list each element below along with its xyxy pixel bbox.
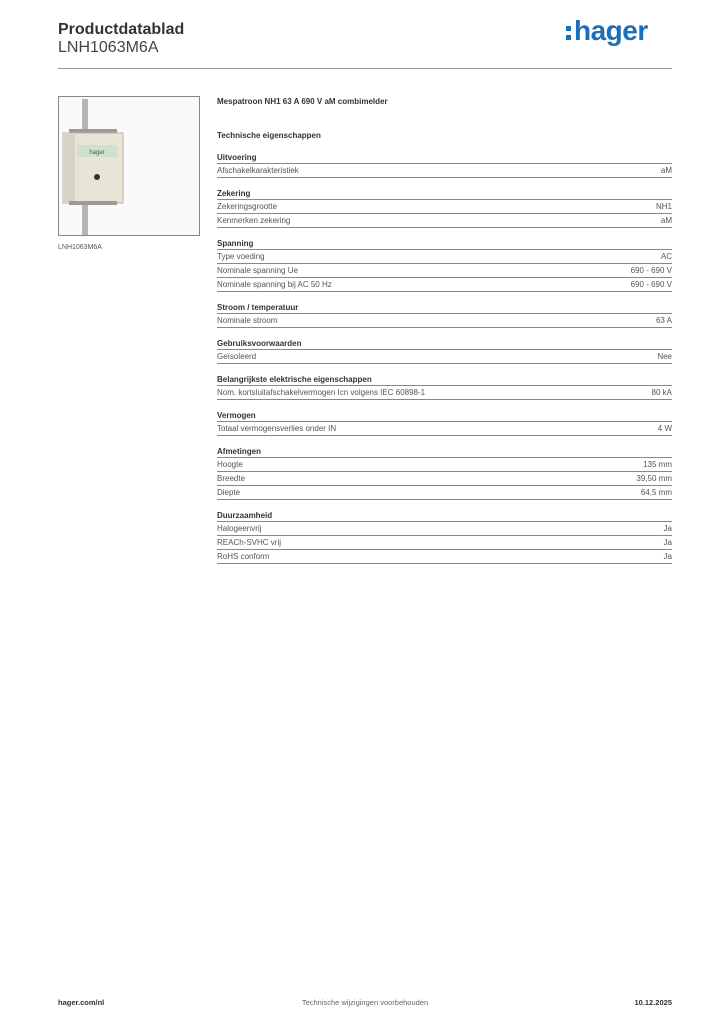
section-title: Stroom / temperatuur (217, 302, 672, 314)
spec-section (217, 410, 672, 436)
spec-value: 80 kA (651, 388, 672, 397)
product-image (58, 96, 200, 236)
fuse-image-icon (59, 97, 199, 235)
spec-row (217, 422, 672, 436)
spec-label: Halogeenvrij (217, 524, 262, 533)
spec-value: 39,50 mm (636, 474, 672, 483)
section-title: Vermogen (217, 410, 672, 422)
section-title: Afmetingen (217, 446, 672, 458)
spec-value: 63 A (655, 316, 672, 325)
spec-content (217, 96, 672, 564)
hager-logo[interactable] (566, 14, 648, 48)
section-title: Duurzaamheid (217, 510, 672, 522)
spec-value: 4 W (657, 424, 672, 433)
spec-row (217, 278, 672, 292)
spec-label: Zekeringsgrootte (217, 202, 278, 211)
spec-row (217, 486, 672, 500)
spec-value: Ja (663, 524, 672, 533)
spec-section (217, 338, 672, 364)
section-title: Spanning (217, 238, 672, 250)
spec-label: Type voeding (217, 252, 265, 261)
spec-value: Nee (657, 352, 672, 361)
spec-value: AC (660, 252, 672, 261)
spec-value: 690 - 690 V (630, 266, 672, 275)
page-title: Productdatablad (58, 21, 185, 38)
spec-value: Ja (663, 538, 672, 547)
tech-heading: Technische eigenschappen (217, 131, 321, 140)
spec-section (217, 188, 672, 228)
spec-label: Nominale stroom (217, 316, 278, 325)
spec-section (217, 302, 672, 328)
spec-row (217, 314, 672, 328)
image-caption: LNH1063M6A (58, 244, 102, 251)
spec-sections (217, 152, 672, 564)
spec-section (217, 510, 672, 564)
spec-row (217, 350, 672, 364)
spec-row (217, 522, 672, 536)
spec-label: Hoogte (217, 460, 243, 469)
spec-row (217, 536, 672, 550)
spec-section (217, 374, 672, 400)
logo-text: hager (574, 15, 648, 46)
product-name: Mespatroon NH1 63 A 690 V aM combimelder (217, 97, 388, 106)
spec-value: Ja (663, 552, 672, 561)
product-code: LNH1063M6A (58, 39, 159, 56)
footer-date: 10.12.2025 (634, 998, 672, 1007)
section-title: Zekering (217, 188, 672, 200)
footer-website-link[interactable]: hager.com/nl (58, 998, 105, 1007)
spec-row (217, 458, 672, 472)
spec-row (217, 250, 672, 264)
spec-label: REACh-SVHC vrij (217, 538, 282, 547)
spec-label: Breedte (217, 474, 246, 483)
section-title: Gebruiksvoorwaarden (217, 338, 672, 350)
section-title: Belangrijkste elektrische eigenschappen (217, 374, 672, 386)
spec-row (217, 200, 672, 214)
logo-dots-icon (566, 26, 571, 40)
header-divider (58, 68, 672, 69)
spec-row (217, 472, 672, 486)
spec-label: RoHS conform (217, 552, 270, 561)
spec-label: Afschakelkarakteristiek (217, 166, 299, 175)
spec-value: aM (660, 216, 672, 225)
spec-label: Totaal vermogensverlies onder IN (217, 424, 337, 433)
spec-label: Nominale spanning Ue (217, 266, 298, 275)
spec-row (217, 550, 672, 564)
spec-value: 64,5 mm (640, 488, 672, 497)
spec-row (217, 386, 672, 400)
spec-section (217, 446, 672, 500)
spec-label: Diepte (217, 488, 241, 497)
spec-label: Nominale spanning bij AC 50 Hz (217, 280, 332, 289)
fuse-label-text: hager (89, 150, 105, 156)
spec-row (217, 214, 672, 228)
spec-row (217, 264, 672, 278)
spec-label: Kenmerken zekering (217, 216, 291, 225)
spec-value: 135 mm (643, 460, 672, 469)
spec-row (217, 164, 672, 178)
spec-value: 690 - 690 V (630, 280, 672, 289)
spec-value: NH1 (655, 202, 672, 211)
spec-label: Nom. kortsluitafschakelvermogen Icn volgens IEC 60898-1 (217, 388, 426, 397)
spec-section (217, 238, 672, 292)
spec-section (217, 152, 672, 178)
footer-disclaimer: Technische wijzigingen voorbehouden (301, 998, 429, 1007)
spec-value: aM (660, 166, 672, 175)
spec-label: Geïsoleerd (217, 352, 257, 361)
section-title: Uitvoering (217, 152, 672, 164)
